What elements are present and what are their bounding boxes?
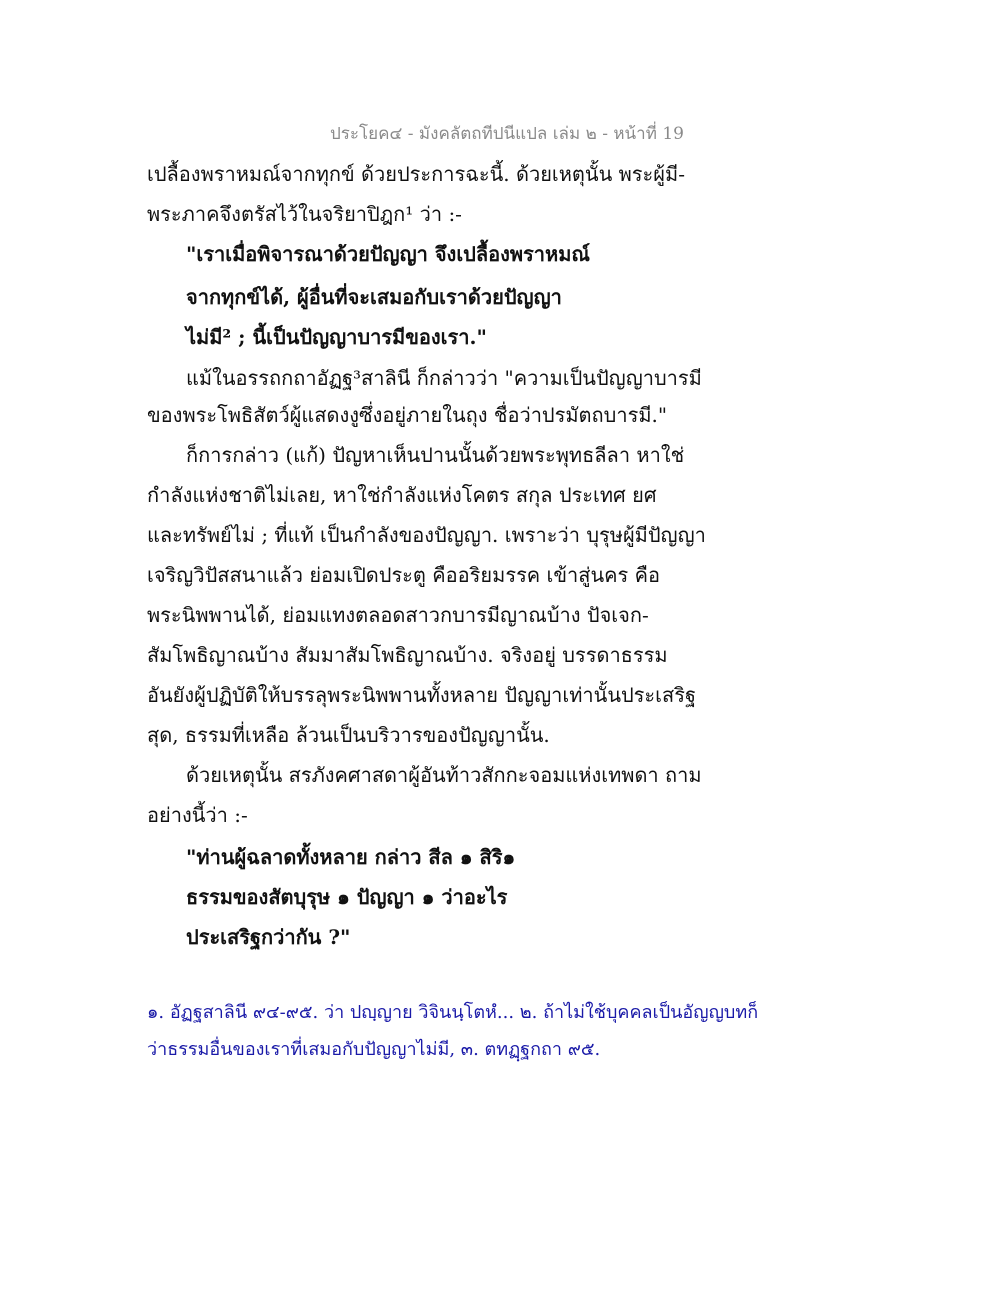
verse-line: ไม่มี² ; นี้เป็นปัญญาบารมีของเรา." — [186, 325, 487, 349]
footnote-line: ๑. อัฏฐสาลินี ๙๔-๙๕. ว่า ปญฺญาย วิจินนฺโตหํ... ๒. ถ้าไม่ใช้บุคคลเป็นอัญญบทก็ — [147, 1002, 759, 1023]
verse-line: จากทุกข์ได้, ผู้อื่นที่จะเสมอกับเราด้วยปัญญา — [186, 285, 562, 309]
body-line: สัมโพธิญาณบ้าง สัมมาสัมโพธิญาณบ้าง. จริงอยู่ บรรดาธรรม — [147, 643, 668, 667]
body-line: ของพระโพธิสัตว์ผู้แสดงงูซึ่งอยู่ภายในถุง ชื่อว่าปรมัตถบารมี." — [147, 403, 668, 427]
body-line: ด้วยเหตุนั้น สรภังคศาสดาผู้อันท้าวสักกะจอมแห่งเทพดา ถาม — [186, 763, 702, 787]
verse-line: ประเสริฐกว่ากัน ?" — [186, 925, 351, 949]
body-line: อย่างนี้ว่า :- — [147, 803, 248, 827]
body-line: และทรัพย์ไม่ ; ที่แท้ เป็นกำลังของปัญญา. เพราะว่า บุรุษผู้มีปัญญา — [147, 523, 706, 547]
body-line: พระนิพพานได้, ย่อมแทงตลอดสาวกบารมีญาณบ้าง ปัจเจก- — [147, 603, 649, 627]
body-line: สุด, ธรรมที่เหลือ ล้วนเป็นบริวารของปัญญานั้น. — [147, 723, 550, 747]
verse-line: "เราเมื่อพิจารณาด้วยปัญญา จึงเปลื้องพราหมณ์ — [186, 242, 590, 266]
body-line: แม้ในอรรถกถาอัฏฐ³สาลินี ก็กล่าวว่า "ความเป็นปัญญาบารมี — [186, 366, 702, 390]
body-line: เจริญวิปัสสนาแล้ว ย่อมเปิดประตู คืออริยมรรค เข้าสู่นคร คือ — [147, 563, 661, 587]
body-line: กำลังแห่งชาติไม่เลย, หาใช่กำลังแห่งโคตร สกุล ประเทศ ยศ — [147, 483, 657, 507]
body-line: เปลื้องพราหมณ์จากทุกข์ ด้วยประการฉะนี้. ด้วยเหตุนั้น พระผู้มี- — [147, 162, 685, 186]
body-line: พระภาคจึงตรัสไว้ในจริยาปิฎก¹ ว่า :- — [147, 202, 462, 226]
verse-line: "ท่านผู้ฉลาดทั้งหลาย กล่าว สีล ๑ สิริ๑ — [186, 845, 516, 869]
verse-line: ธรรมของสัตบุรุษ ๑ ปัญญา ๑ ว่าอะไร — [186, 885, 508, 909]
footnote-line: ว่าธรรมอื่นของเราที่เสมอกับปัญญาไม่มี, ๓. ตทฏฺฐกถา ๙๕. — [147, 1039, 601, 1060]
body-line: อันยังผู้ปฏิบัติให้บรรลุพระนิพพานทั้งหลาย ปัญญาเท่านั้นประเสริฐ — [147, 683, 696, 707]
body-line: ก็การกล่าว (แก้) ปัญหาเห็นปานนั้นด้วยพระพุทธลีลา หาใช่ — [186, 443, 685, 467]
running-header: ประโยค๔ - มังคลัตถทีปนีแปล เล่ม ๒ - หน้าที่ 19 — [330, 124, 684, 144]
